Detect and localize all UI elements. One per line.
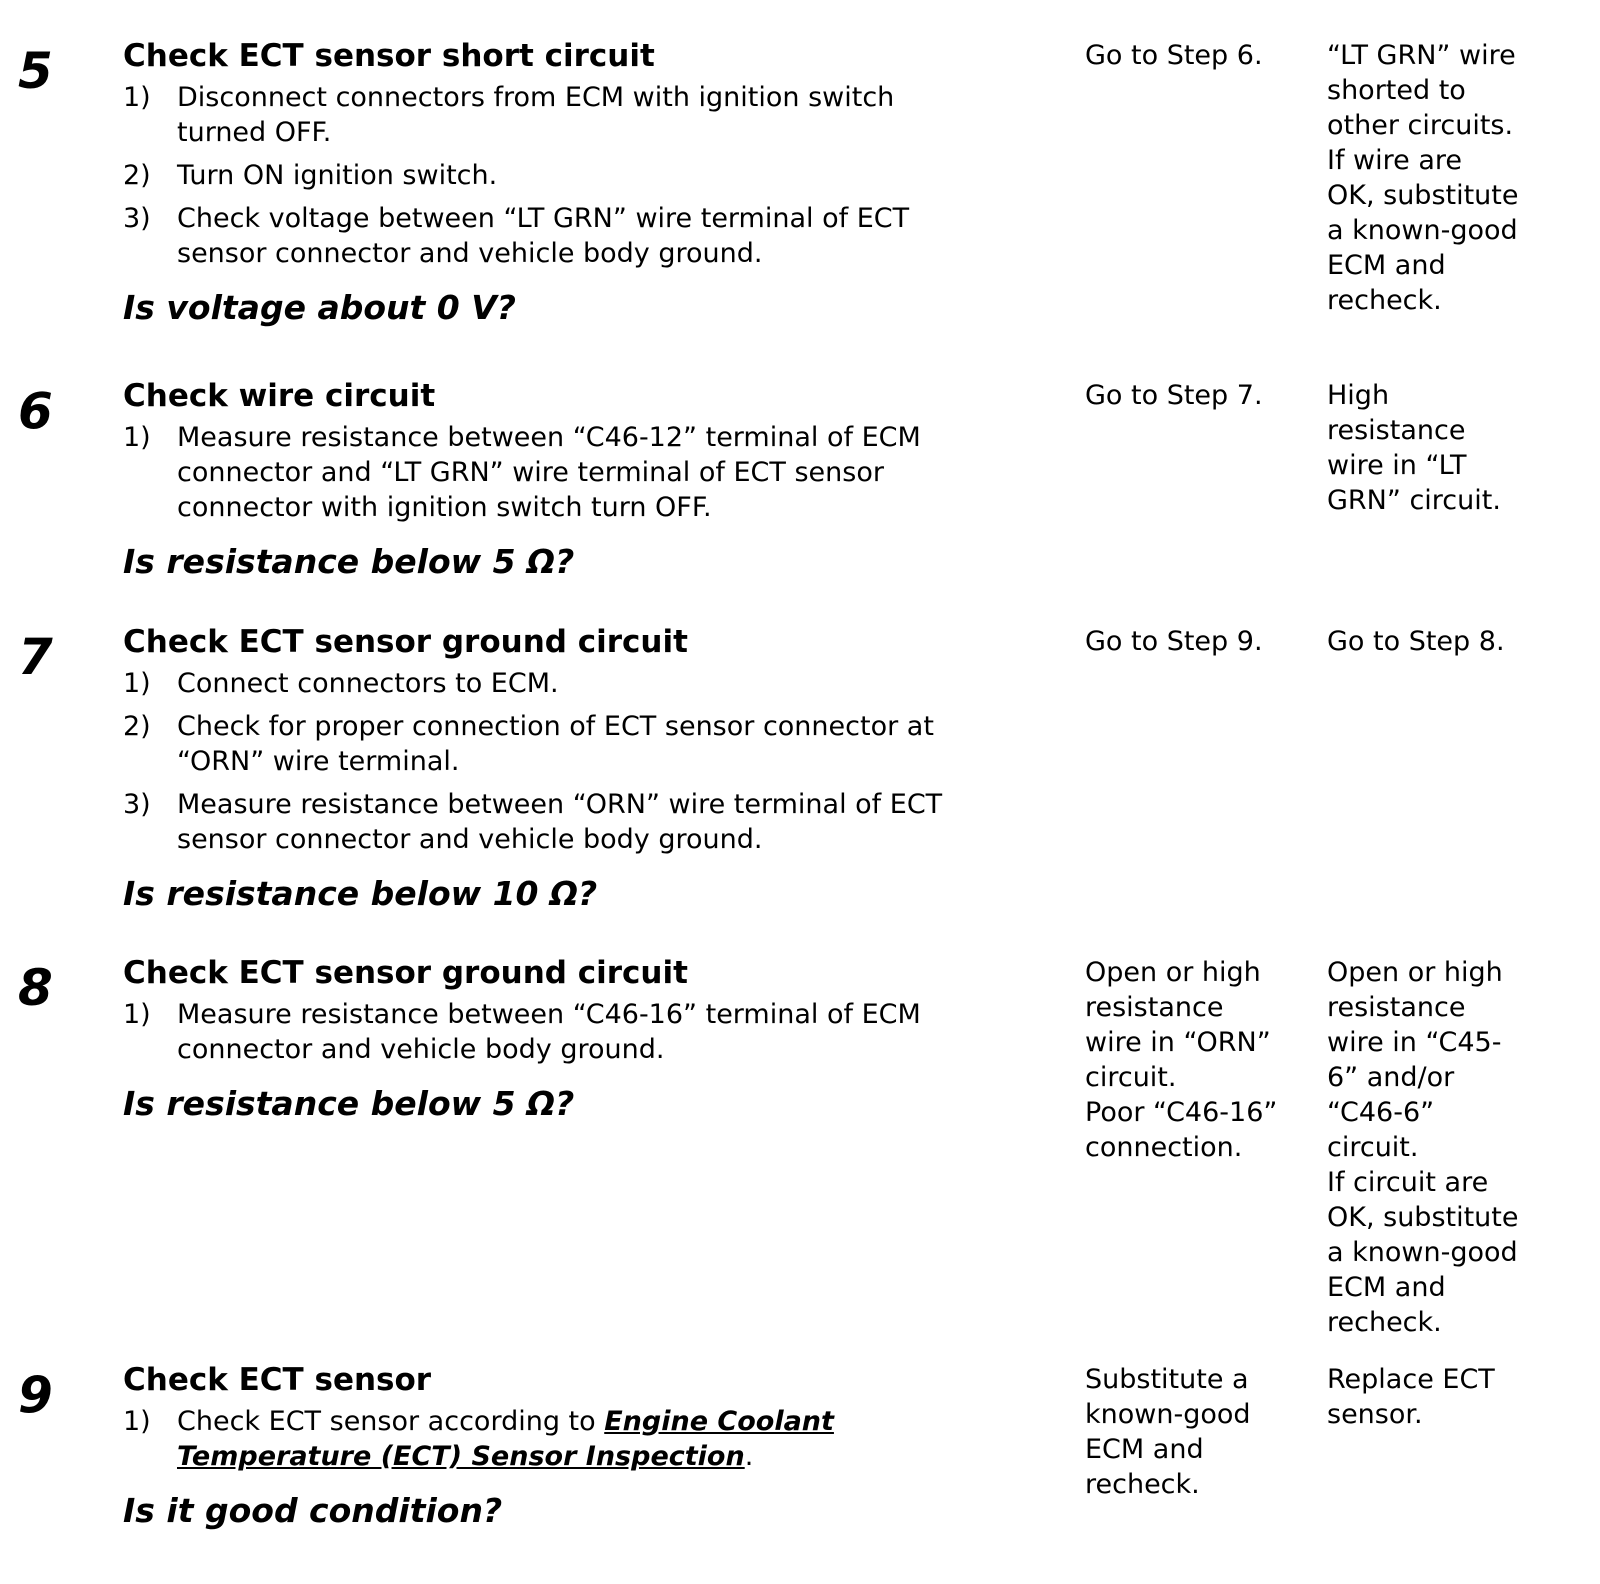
step-main (123, 38, 1023, 327)
item-number: 1) (123, 422, 151, 453)
item-number: 1) (123, 82, 151, 113)
step-title: Check wire circuit (123, 378, 436, 414)
step-number: 8 (18, 959, 53, 1017)
result-line: a known-good (1327, 215, 1518, 246)
no-result (1327, 624, 1597, 659)
result-line: Go to Step 7. (1085, 380, 1263, 411)
result-line: shorted to (1327, 75, 1466, 106)
result-line: resistance (1327, 992, 1466, 1023)
result-line: connection. (1085, 1132, 1243, 1163)
item-number: 1) (123, 999, 151, 1030)
item-line: “ORN” wire terminal. (177, 746, 460, 777)
result-line: Go to Step 9. (1085, 626, 1263, 657)
result-line: resistance (1085, 992, 1224, 1023)
item-line: Connect connectors to ECM. (177, 668, 559, 699)
item-number: 1) (123, 1406, 151, 1437)
result-line: Go to Step 8. (1327, 626, 1505, 657)
step-main (123, 955, 1023, 1123)
step-question: Is voltage about 0 V? (123, 288, 516, 327)
item-line: Check for proper connection of ECT sensor connector at (177, 711, 934, 742)
result-line: wire in “ORN” (1085, 1027, 1271, 1058)
step-title: Check ECT sensor ground circuit (123, 624, 688, 660)
list-item (123, 201, 1023, 271)
item-number: 2) (123, 711, 151, 742)
list-item (123, 158, 1023, 193)
item-line: Measure resistance between “ORN” wire terminal of ECT (177, 789, 943, 820)
step-items (123, 997, 1023, 1067)
no-result (1327, 955, 1597, 1340)
item-number: 3) (123, 789, 151, 820)
no-result (1327, 38, 1597, 318)
step-number: 6 (18, 382, 53, 440)
step-question: Is resistance below 5 Ω? (123, 542, 575, 581)
yes-result (1085, 1362, 1310, 1502)
result-line: Replace ECT (1327, 1364, 1495, 1395)
item-line: sensor connector and vehicle body ground. (177, 238, 763, 269)
item-line: connector and vehicle body ground. (177, 1034, 665, 1065)
yes-result (1085, 624, 1310, 659)
list-item (123, 666, 1023, 701)
item-text: . (744, 1441, 754, 1472)
result-line: If circuit are (1327, 1167, 1489, 1198)
list-item (123, 420, 1023, 525)
result-line: known-good (1085, 1399, 1251, 1430)
result-line: recheck. (1327, 285, 1442, 316)
item-line: sensor connector and vehicle body ground. (177, 824, 763, 855)
list-item (123, 997, 1023, 1067)
item-line: Turn ON ignition switch. (177, 160, 498, 191)
item-line: connector with ignition switch turn OFF. (177, 492, 712, 523)
step-title: Check ECT sensor ground circuit (123, 955, 688, 991)
result-line: recheck. (1327, 1307, 1442, 1338)
step-question: Is it good condition? (123, 1491, 503, 1530)
inspection-link[interactable]: Engine Coolant (604, 1406, 834, 1437)
step-question: Is resistance below 5 Ω? (123, 1084, 575, 1123)
no-result (1327, 1362, 1597, 1432)
step-main (123, 1362, 1023, 1530)
result-line: circuit. (1085, 1062, 1177, 1093)
yes-result (1085, 38, 1310, 73)
result-line: other circuits. (1327, 110, 1514, 141)
step-number: 9 (18, 1366, 53, 1424)
item-line (177, 1439, 1023, 1474)
result-line: resistance (1327, 415, 1466, 446)
result-line: Substitute a (1085, 1364, 1249, 1395)
result-line: 6” and/or (1327, 1062, 1455, 1093)
result-line: wire in “C45- (1327, 1027, 1502, 1058)
result-line: ECM and (1327, 1272, 1446, 1303)
step-items (123, 1404, 1023, 1474)
item-line: Measure resistance between “C46-12” terminal of ECM (177, 422, 921, 453)
result-line: Open or high (1085, 957, 1261, 988)
item-text: Check ECT sensor according to (177, 1406, 605, 1437)
yes-result (1085, 378, 1310, 413)
step-items (123, 420, 1023, 525)
result-line: Poor “C46-16” (1085, 1097, 1278, 1128)
item-line: Check voltage between “LT GRN” wire terminal of ECT (177, 203, 910, 234)
step-title: Check ECT sensor (123, 1362, 432, 1398)
list-item (123, 80, 1023, 150)
item-number: 3) (123, 203, 151, 234)
item-line: connector and “LT GRN” wire terminal of ECT sensor (177, 457, 884, 488)
result-line: High (1327, 380, 1390, 411)
result-line: “C46-6” (1327, 1097, 1435, 1128)
item-number: 1) (123, 668, 151, 699)
list-item (123, 787, 1023, 857)
result-line: OK, substitute (1327, 1202, 1519, 1233)
step-number: 5 (18, 42, 53, 100)
result-line: Open or high (1327, 957, 1503, 988)
step-number: 7 (18, 628, 53, 686)
result-line: If wire are (1327, 145, 1462, 176)
result-line: sensor. (1327, 1399, 1423, 1430)
result-line: ECM and (1085, 1434, 1204, 1465)
result-line: GRN” circuit. (1327, 485, 1501, 516)
list-item (123, 1404, 1023, 1474)
list-item (123, 709, 1023, 779)
step-main (123, 378, 1023, 581)
result-line: wire in “LT (1327, 450, 1467, 481)
item-line: turned OFF. (177, 117, 332, 148)
item-line: Disconnect connectors from ECM with ignition switch (177, 82, 895, 113)
result-line: ECM and (1327, 250, 1446, 281)
step-items (123, 80, 1023, 271)
result-line: circuit. (1327, 1132, 1419, 1163)
no-result (1327, 378, 1597, 518)
step-main (123, 624, 1023, 913)
result-line: a known-good (1327, 1237, 1518, 1268)
result-line: “LT GRN” wire (1327, 40, 1516, 71)
result-line: OK, substitute (1327, 180, 1519, 211)
step-items (123, 666, 1023, 857)
item-number: 2) (123, 160, 151, 191)
result-line: Go to Step 6. (1085, 40, 1263, 71)
step-title: Check ECT sensor short circuit (123, 38, 655, 74)
item-line (177, 1404, 1023, 1439)
step-question: Is resistance below 10 Ω? (123, 874, 598, 913)
item-line: Measure resistance between “C46-16” terminal of ECM (177, 999, 921, 1030)
result-line: recheck. (1085, 1469, 1200, 1500)
yes-result (1085, 955, 1310, 1165)
inspection-link[interactable]: Temperature (ECT) Sensor Inspection (177, 1441, 745, 1472)
